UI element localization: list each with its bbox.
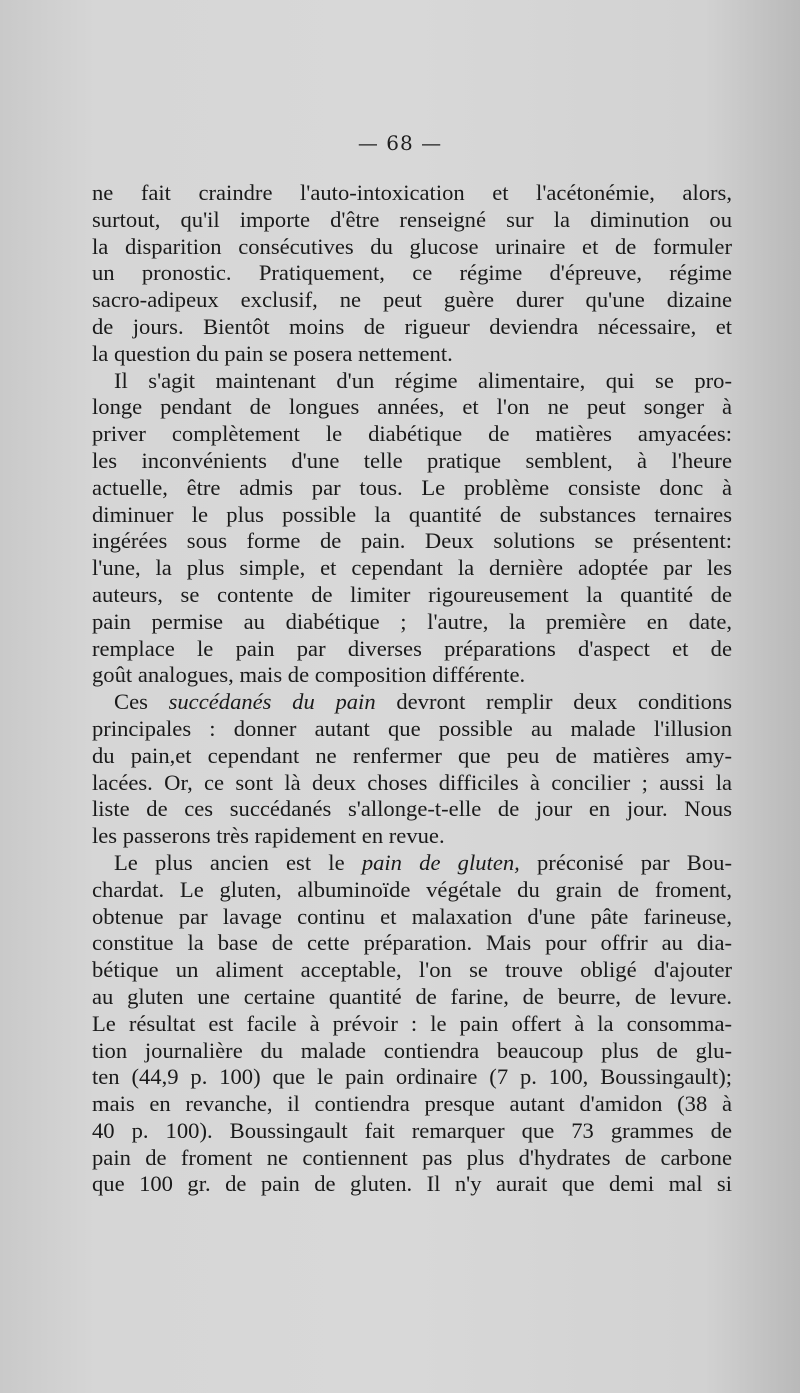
text-line: ten (44,9 p. 100) que le pain ordinaire (7 p. 100, Boussingault); — [92, 1064, 732, 1090]
text-fragment: Le plus ancien est le — [114, 849, 362, 875]
italic-term: pain de gluten, — [361, 849, 520, 875]
text-line: pain de froment ne contiennent pas plus d'hydrates de carbone — [92, 1144, 732, 1170]
paragraph-1 — [92, 180, 732, 368]
text-line-with-italic — [92, 689, 732, 716]
text-line: que 100 gr. de pain de gluten. Il n'y aurait que demi mal si — [92, 1171, 732, 1197]
paragraph-4 — [92, 850, 732, 1198]
text-line: tion journalière du malade contiendra beaucoup plus de glu- — [92, 1037, 732, 1063]
text-line: bétique un aliment acceptable, l'on se trouve obligé d'ajouter — [92, 957, 732, 983]
text-line: au gluten une certaine quantité de farine, de beurre, de levure. — [92, 983, 732, 1009]
text-line: remplace le pain par diverses préparations d'aspect et de — [92, 635, 732, 661]
text-line: la disparition consécutives du glucose urinaire et de formuler — [92, 233, 732, 259]
text-line-with-italic — [92, 850, 732, 877]
text-line: liste de ces succédanés s'allonge-t-elle de jour en jour. Nous — [92, 796, 732, 822]
text-line: les inconvénients d'une telle pratique semblent, à l'heure — [92, 447, 732, 473]
text-line: priver complètement le diabétique de matières amyacées: — [92, 421, 732, 447]
text-line: principales : donner autant que possible au malade l'illusion — [92, 715, 732, 741]
text-line: Le résultat est facile à prévoir : le pain offert à la consomma- — [92, 1010, 732, 1036]
text-line: sacro-adipeux exclusif, ne peut guère durer qu'une dizaine — [92, 287, 732, 313]
text-line: Il s'agit maintenant d'un régime alimentaire, qui se pro- — [114, 367, 732, 393]
italic-term: succédanés du pain — [168, 689, 376, 715]
text-line: goût analogues, mais de composition différente. — [92, 662, 526, 688]
text-line: les passerons très rapidement en revue. — [92, 823, 445, 849]
text-line: de jours. Bientôt moins de rigueur deviendra nécessaire, et — [92, 313, 732, 339]
text-line: longe pendant de longues années, et l'on ne peut songer à — [92, 394, 732, 420]
paragraph-2 — [92, 368, 732, 690]
text-line: ingérées sous forme de pain. Deux solutions se présentent: — [92, 528, 732, 554]
text-fragment: préconisé par Bou- — [519, 849, 732, 875]
page-number: — 68 — — [357, 131, 443, 155]
text-line: pain permise au diabétique ; l'autre, la première en date, — [92, 608, 732, 634]
text-line: ne fait craindre l'auto-intoxication et l'acétonémie, alors, — [92, 180, 732, 205]
text-fragment: Ces — [114, 689, 169, 715]
text-line: auteurs, se contente de limiter rigoureusement la quantité de — [92, 581, 732, 607]
body-text — [92, 180, 732, 1198]
text-line: chardat. Le gluten, albuminoïde végétale du grain de froment, — [92, 876, 732, 902]
text-line: la question du pain se posera nettement. — [92, 340, 453, 366]
paragraph-3 — [92, 689, 732, 850]
text-line: lacées. Or, ce sont là deux choses difficiles à concilier ; aussi la — [92, 769, 732, 795]
text-line: mais en revanche, il contiendra presque autant d'amidon (38 à — [92, 1091, 732, 1117]
text-line: l'une, la plus simple, et cependant la dernière adoptée par les — [92, 555, 732, 581]
text-fragment: devront remplir deux conditions — [375, 689, 732, 715]
text-line: un pronostic. Pratiquement, ce régime d'épreuve, régime — [92, 260, 732, 286]
text-line: obtenue par lavage continu et malaxation d'une pâte farineuse, — [92, 903, 732, 929]
text-line: surtout, qu'il importe d'être renseigné sur la diminution ou — [92, 206, 732, 232]
text-line: actuelle, être admis par tous. Le problème consiste donc à — [92, 474, 732, 500]
text-line: du pain,et cependant ne renfermer que peu de matières amy- — [92, 742, 732, 768]
text-line: constitue la base de cette préparation. Mais pour offrir au dia- — [92, 930, 732, 956]
text-line: diminuer le plus possible la quantité de substances ternaires — [92, 501, 732, 527]
text-line: 40 p. 100). Boussingault fait remarquer que 73 grammes de — [92, 1117, 732, 1143]
